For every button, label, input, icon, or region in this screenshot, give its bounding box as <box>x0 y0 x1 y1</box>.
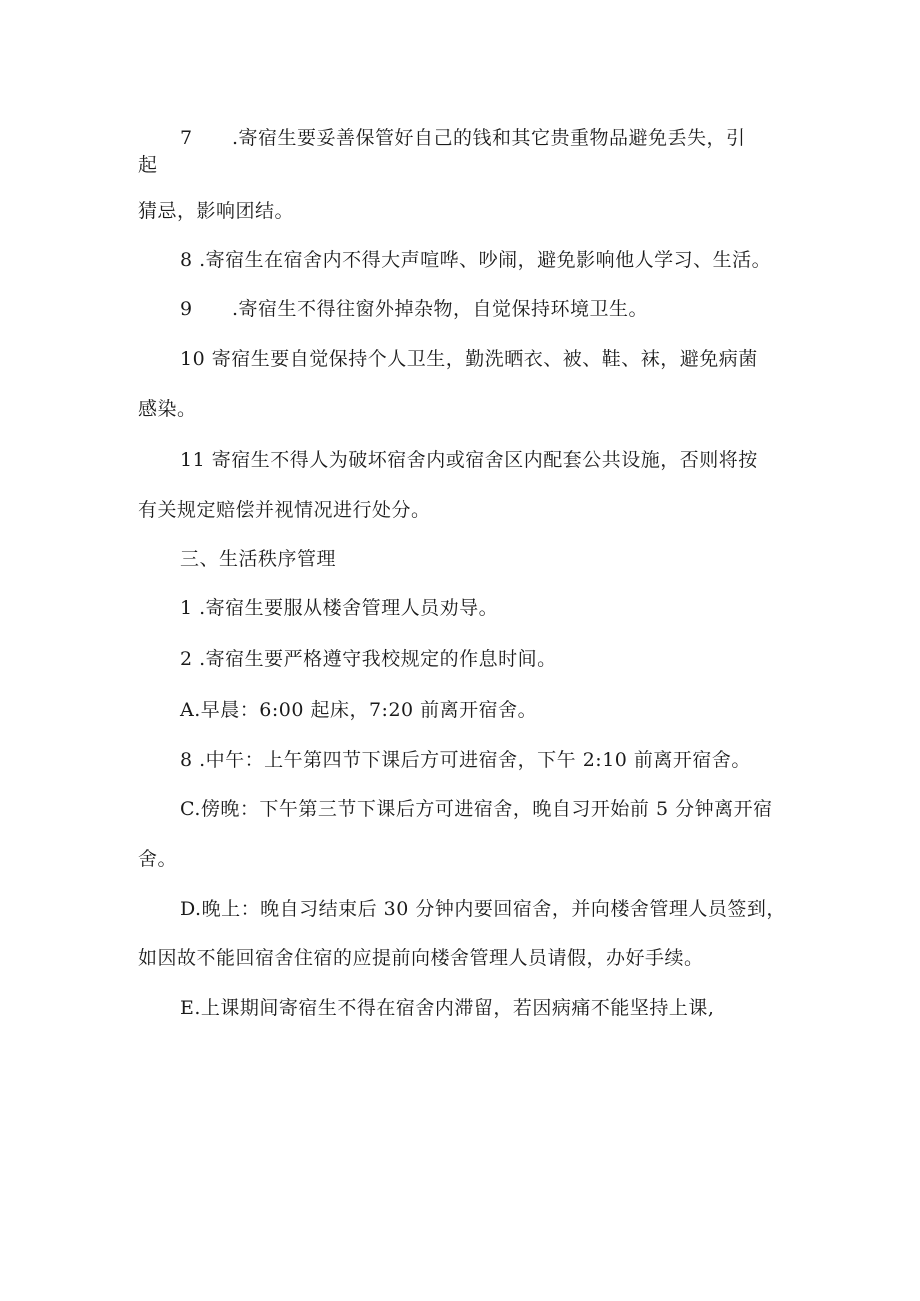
paragraph-7-number: 7 <box>180 127 193 149</box>
section-item-2: 2 .寄宿生要严格遵守我校规定的作息时间。 <box>180 648 557 670</box>
paragraph-10-line-1: 10 寄宿生要自觉保持个人卫生，勤洗晒衣、被、鞋、袜，避免病菌 <box>180 348 758 370</box>
section-item-a: A.早晨：6:00 起床，7:20 前离开宿舍。 <box>180 699 538 721</box>
section-heading: 三、生活秩序管理 <box>180 548 337 570</box>
paragraph-7-line-2: 起 <box>138 154 158 176</box>
section-item-e: E.上课期间寄宿生不得在宿舍内滞留，若因病痛不能坚持上课, <box>180 997 715 1019</box>
section-item-b: 8 .中午：上午第四节下课后方可进宿舍，下午 2:10 前离开宿舍。 <box>180 749 751 771</box>
section-item-c-line-2: 舍。 <box>138 848 178 870</box>
paragraph-7-line-1 <box>180 126 746 150</box>
section-item-d-line-2: 如因故不能回宿舍住宿的应提前向楼舍管理人员请假，办好手续。 <box>138 947 704 969</box>
paragraph-9 <box>180 297 648 321</box>
paragraph-8: 8 .寄宿生在宿舍内不得大声喧哗、吵闹，避免影响他人学习、生活。 <box>180 249 772 271</box>
paragraph-11-line-2: 有关规定赔偿并视情况进行处分。 <box>138 499 431 521</box>
paragraph-9-number: 9 <box>180 298 193 320</box>
paragraph-11-line-1: 11 寄宿生不得人为破坏宿舍内或宿舍区内配套公共设施，否则将按 <box>180 449 758 471</box>
section-item-1: 1 .寄宿生要服从楼舍管理人员劝导。 <box>180 597 499 619</box>
section-item-c-line-1: C.傍晚：下午第三节下课后方可进宿舍，晚自习开始前 5 分钟离开宿 <box>180 798 773 820</box>
paragraph-7-line-3: 猜忌，影响团结。 <box>138 200 295 222</box>
paragraph-10-line-2: 感染。 <box>138 398 197 420</box>
paragraph-9-text: .寄宿生不得往窗外掉杂物，自觉保持环境卫生。 <box>232 298 649 320</box>
section-item-d-line-1: D.晚上：晚自习结束后 30 分钟内要回宿舍，并向楼舍管理人员签到， <box>180 898 786 920</box>
paragraph-7-text: .寄宿生要妥善保管好自己的钱和其它贵重物品避免丢失，引 <box>232 127 746 149</box>
